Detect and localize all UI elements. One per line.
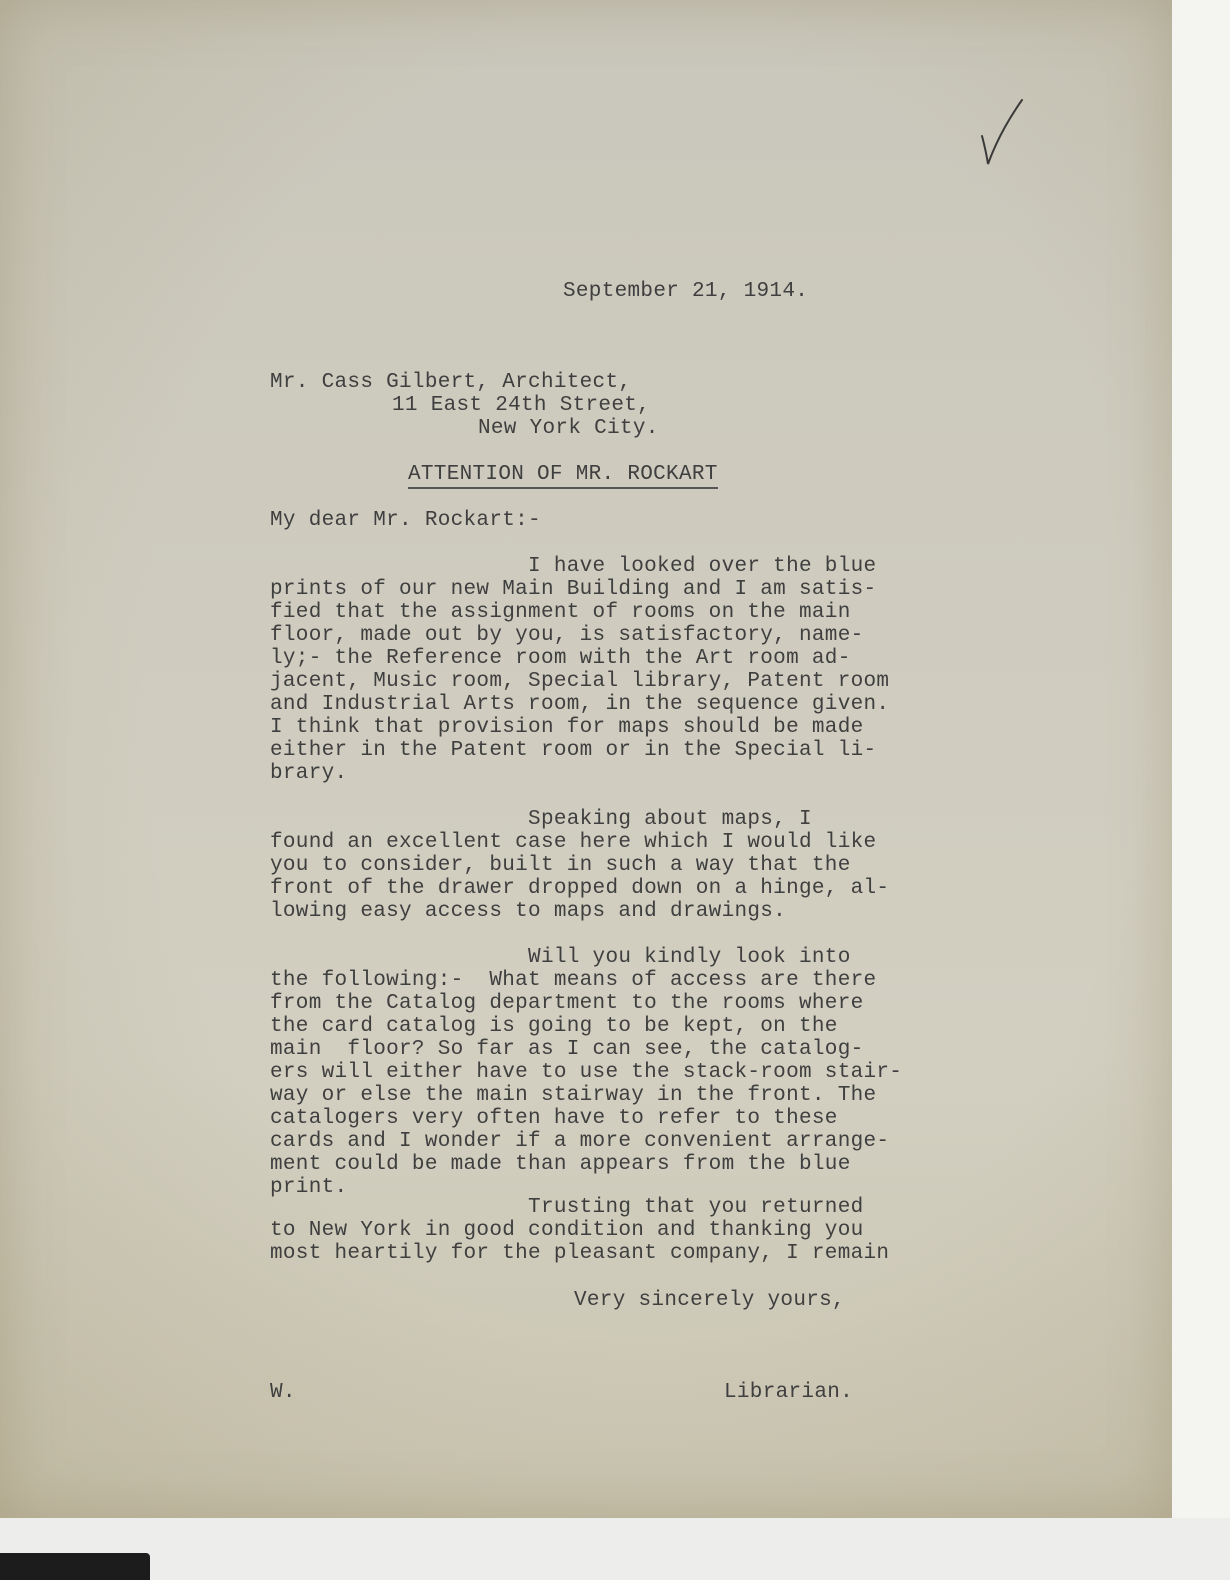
address-line-3: New York City.	[478, 417, 659, 440]
scanner-clip	[0, 1553, 150, 1580]
closing: Very sincerely yours,	[574, 1289, 845, 1312]
paragraph-3: Will you kindly look into the following:- What means of access are there from the Catalog department to the rooms where the card catalog is going to be kept, on the main floor? So far as I can see, the catalog- ers will either have to use the stack-room stair- way or else the main stairway in the front. The catalogers very often have to refer to these cards and I wonder if a more convenient arrange- ment could be made than appears from the blue print.	[270, 946, 903, 1199]
check-mark-icon	[978, 96, 1028, 176]
typist-initials: W.	[270, 1381, 296, 1404]
paragraph-2: Speaking about maps, I found an excellent case here which I would like you to consider, built in such a way that the front of the drawer dropped down on a hinge, al- lowing easy access to maps and drawings.	[270, 808, 890, 923]
salutation: My dear Mr. Rockart:-	[270, 509, 541, 532]
attention-line: ATTENTION OF MR. ROCKART	[408, 463, 718, 489]
address-line-2: 11 East 24th Street,	[392, 394, 651, 417]
letter-date: September 21, 1914.	[563, 280, 809, 303]
scanner-bottom-margin	[0, 1518, 1230, 1580]
paragraph-4: Trusting that you returned to New York in good condition and thanking you most heartily for the pleasant company, I remain	[270, 1196, 890, 1265]
signature-title: Librarian.	[724, 1381, 854, 1404]
scanner-background	[1172, 0, 1230, 1580]
address-line-1: Mr. Cass Gilbert, Architect,	[270, 371, 632, 394]
paragraph-1: I have looked over the blue prints of our new Main Building and I am satis- fied that the assignment of rooms on the main floor, made out by you, is satisfactory, name- ly;- the Reference room with the Art room ad- jacent, Music room, Special library, Patent room and Industrial Arts room, in the sequence given. I think that provision for maps should be made either in the Patent room or in the Special li- brary.	[270, 555, 890, 785]
